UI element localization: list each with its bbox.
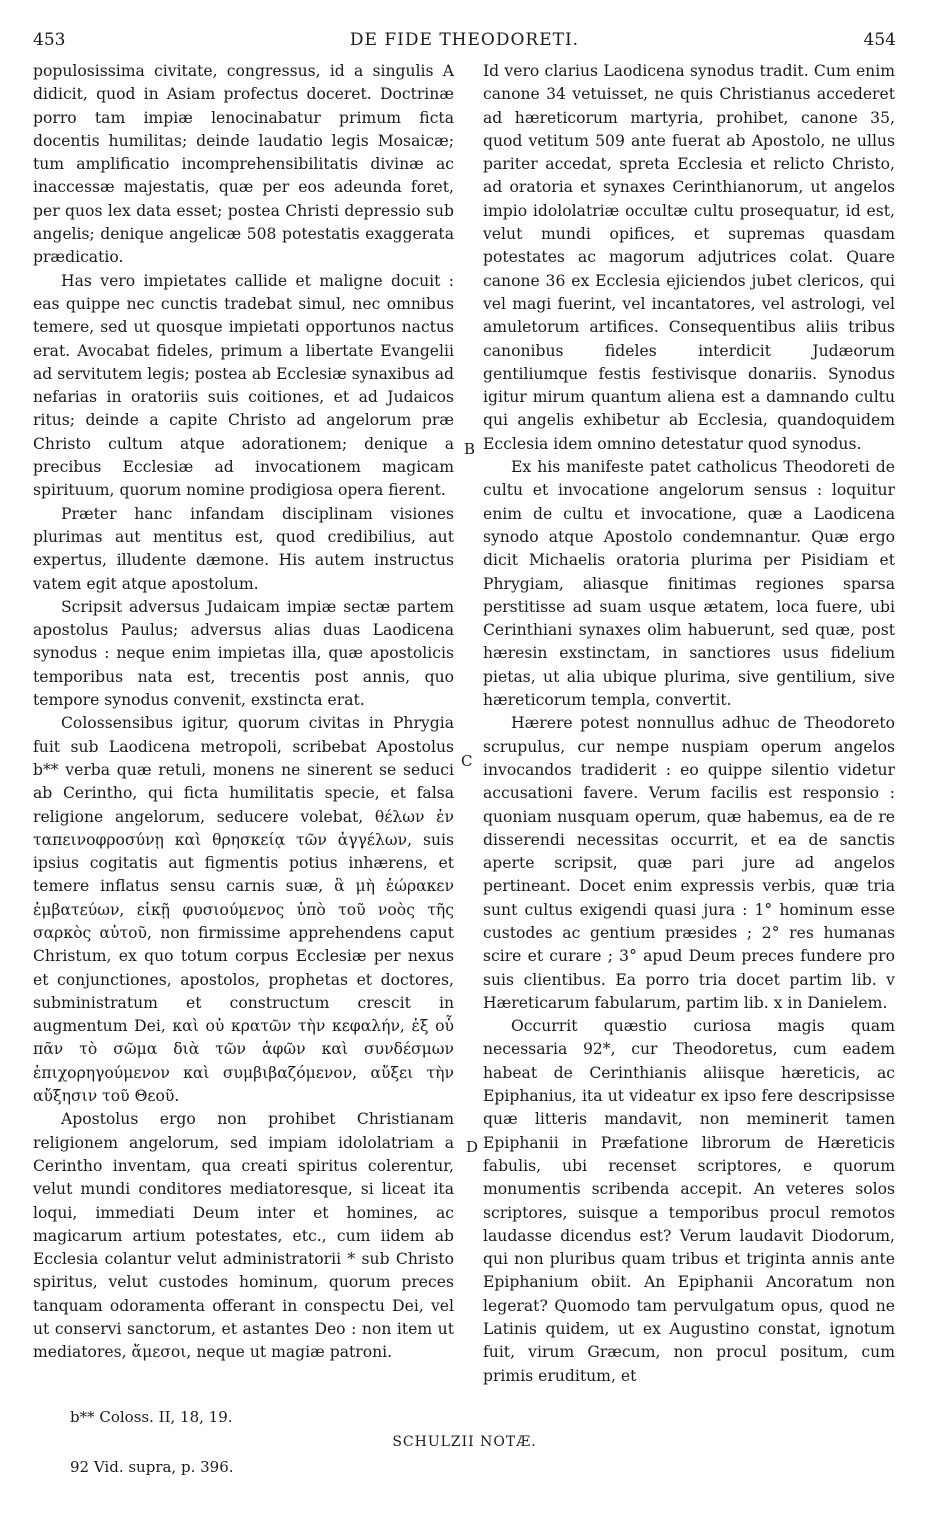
right-column — [483, 60, 895, 1388]
page-header — [0, 30, 929, 54]
paragraph: populosissima civitate, congressus, id a singulis A didicit, quod in Asiam profectus doceret. Doctrinæ porro tam impiæ lenocinabatur primum ficta docentis humilitas; deinde laudatio legis Mosaicæ; tum amplificatio incomprehensibilitatis divinæ ac inaccessæ majestatis, quæ per eos adeunda foret, per quos lex data esset; postea Christi depressio sub angelis; denique angelicæ 508 potestatis exaggerata prædicatio. — [33, 62, 454, 267]
footnote: b** Coloss. II, 18, 19. — [70, 1408, 233, 1426]
paragraph: Has vero impietates callide et maligne docuit : eas quippe nec cunctis tradebat simul, nec omnibus temere, sed ut quosque impietati opportunos nactus erat. Avocabat fideles, primum a libertate Evangelii ad servitutem legis; postea ab Ecclesiæ synaxibus ad nefarias in oratoriis suis coitiones, et ad Judaicos ritus; deinde a capite Christo ad angelorum præ Christo cultum atque adorationem; denique a precibus Ecclesiæ ad invocationem magicam spirituum, quorum nomine prodigiosa opera fierent. — [33, 271, 454, 500]
paragraph: Apostolus ergo non prohibet Christianam religionem angelorum, sed impiam idololatriam a Cerintho inventam, qua creati spiritus colerentur, velut mundi conditores mediatoresque, si liceat ita loqui, immediati Deum inter et homines, ac magicarum artium potestates, etc., cum iidem ab Ecclesia colantur velut administratorii * sub Christo spiritus, velut custodes hominum, quorum preces tanquam odoramenta offerant in conspectu Dei, vel ut conservi sanctorum, et astantes Deo : non item ut mediatores, ἄμεσοι, neque ut magiæ patroni. — [33, 1110, 454, 1362]
section-marker-b: B — [464, 440, 476, 458]
footnote: 92 Vid. supra, p. 396. — [70, 1458, 234, 1476]
section-marker-d: D — [466, 1138, 479, 1156]
notes-heading: SCHULZII NOTÆ. — [392, 1434, 537, 1450]
paragraph: Id vero clarius Laodicena synodus tradit. Cum enim canone 34 vetuisset, ne quis Christianus accederet ad hæreticorum martyria, prohibet, canone 35, quod vetitum 509 ante fuerat ab Apostolo, ne ullus pariter accedat, spreta Ecclesia et relicto Christo, ad oratoria et synaxes Cerinthianorum, ut angelos impio idololatriæ occultæ cultu prosequatur, id est, velut mundi opifices, et supremas quasdam potestates ac magorum adjutrices colat. Quare canone 36 ex Ecclesia ejiciendos jubet clericos, qui vel magi fuerint, vel incantatores, vel astrologi, vel amuletorum artifices. Consequentibus aliis tribus canonibus fideles interdicit Judæorum gentiliumque festis festivisque donariis. Synodus igitur mirum quantum aliena est a damnando cultu qui angelis exhibetur ab Ecclesia, quandoquidem Ecclesia idem omnino detestatur quod synodus. — [483, 62, 895, 453]
paragraph: Occurrit quæstio curiosa magis quam necessaria 92*, cur Theodoretus, cum eadem habeat de Cerinthianis aliisque hæreticis, ac Epiphanius, ita ut videatur ex ipso fere descripsisse quæ litteris mandavit, non meminerit tamen Epiphanii in Præfatione librorum de Hæreticis fabulis, ubi recenset scriptores, e quorum monumentis scribenda accepit. An veteres solos scriptores, suisque a temporibus procul remotos laudasse dicendus est? Verum laudavit Diodorum, qui non pluribus quam tribus et triginta annis ante Epiphanium obiit. An Epiphanii Ancoratum non legerat? Quomodo tam pervulgatum opus, quod ne Latinis quidem, ut ex Augustino constat, ignotum fuit, virum Græcum, non procul positum, cum primis eruditum, et — [483, 1017, 895, 1385]
paragraph: Præter hanc infandam disciplinam visiones plurimas aut mentitus est, quod credibilius, aut expertus, illudente dæmone. His autem instructus vatem egit atque apostolum. — [33, 504, 454, 593]
running-title: DE FIDE THEODORETI. — [349, 30, 580, 50]
paragraph: Ex his manifeste patet catholicus Theodoreti de cultu et invocatione angelorum sensus : loquitur enim de cultu et invocatione, quæ a Laodicena synodo atque Apostolo condemnantur. Quæ ergo dicit Michaelis oratoria plurima per Pisidiam et Phrygiam, aliasque finitimas regiones sparsa perstitisse ad suam usque ætatem, loca fuere, ubi Cerinthiani synaxes olim habuerunt, sed quæ, post hæresin exstinctam, in sanctiores usus fidelium pietas, ut alia ubique plurima, sive gentilium, sive hæreticorum templa, convertit. — [483, 458, 895, 710]
section-marker-c: C — [461, 752, 473, 770]
left-column — [33, 60, 454, 1365]
paragraph: Colossensibus igitur, quorum civitas in Phrygia fuit sub Laodicena metropoli, scribebat Apostolus b** verba quæ retuli, monens ne sinerent se seduci ab Cerintho, qui ficta humilitatis specie, et falsa religione angelorum, seducere volebat, θέλων ἐν ταπεινοφροσύνῃ καὶ θρησκείᾳ τῶν ἀγγέλων, suis ipsius cogitatis aut figmentis potius inhærens, et temere inflatus sensu carnis suæ, ἃ μὴ ἑώρακεν ἐμβατεύων, εἰκῇ φυσιούμενος ὑπὸ τοῦ νοὸς τῆς σαρκὸς αὐτοῦ, non firmissime apprehendens caput Christum, ex quo totum corpus Ecclesiæ per nexus et conjunctiones, apostolos, prophetas et doctores, subministratum et constructum crescit in augmentum Dei, καὶ οὐ κρατῶν τὴν κεφαλήν, ἐξ οὗ πᾶν τὸ σῶμα διὰ τῶν ἁφῶν καὶ συνδέσμων ἐπιχορηγούμενον καὶ συμβιβαζόμενον, αὔξει τὴν αὔξησιν τοῦ Θεοῦ. — [33, 714, 454, 1106]
page-number-right: 454 — [863, 30, 896, 50]
paragraph: Hærere potest nonnullus adhuc de Theodoreto scrupulus, cur nempe nuspiam operum angelos invocandos tradiderit : eo quippe silentio videtur accusationi favere. Verum facilis est responsio : quoniam nusquam operum, quæ habemus, ea de re disserendi necessitas occurrit, et ea de sanctis aperte scripsit, quæ pari jure ad angelos pertineant. Docet enim expressis verbis, quæ tria sunt cultus exigendi quasi jura : 1° hominum esse custodes ac gentium præsides ; 2° res humanas scire et curare ; 3° apud Deum preces fundere pro suis clientibus. Ea porro tria docet partim lib. v Hæreticarum fabularum, partim lib. x in Danielem. — [483, 714, 895, 1012]
page-number-left: 453 — [33, 30, 66, 50]
paragraph: Scripsit adversus Judaicam impiæ sectæ partem apostolus Paulus; adversus alias duas Laodicena synodus : neque enim impietas illa, quæ apostolicis temporibus nata est, trecentis post annis, quo tempore synodus convenit, exstincta erat. — [33, 597, 454, 710]
